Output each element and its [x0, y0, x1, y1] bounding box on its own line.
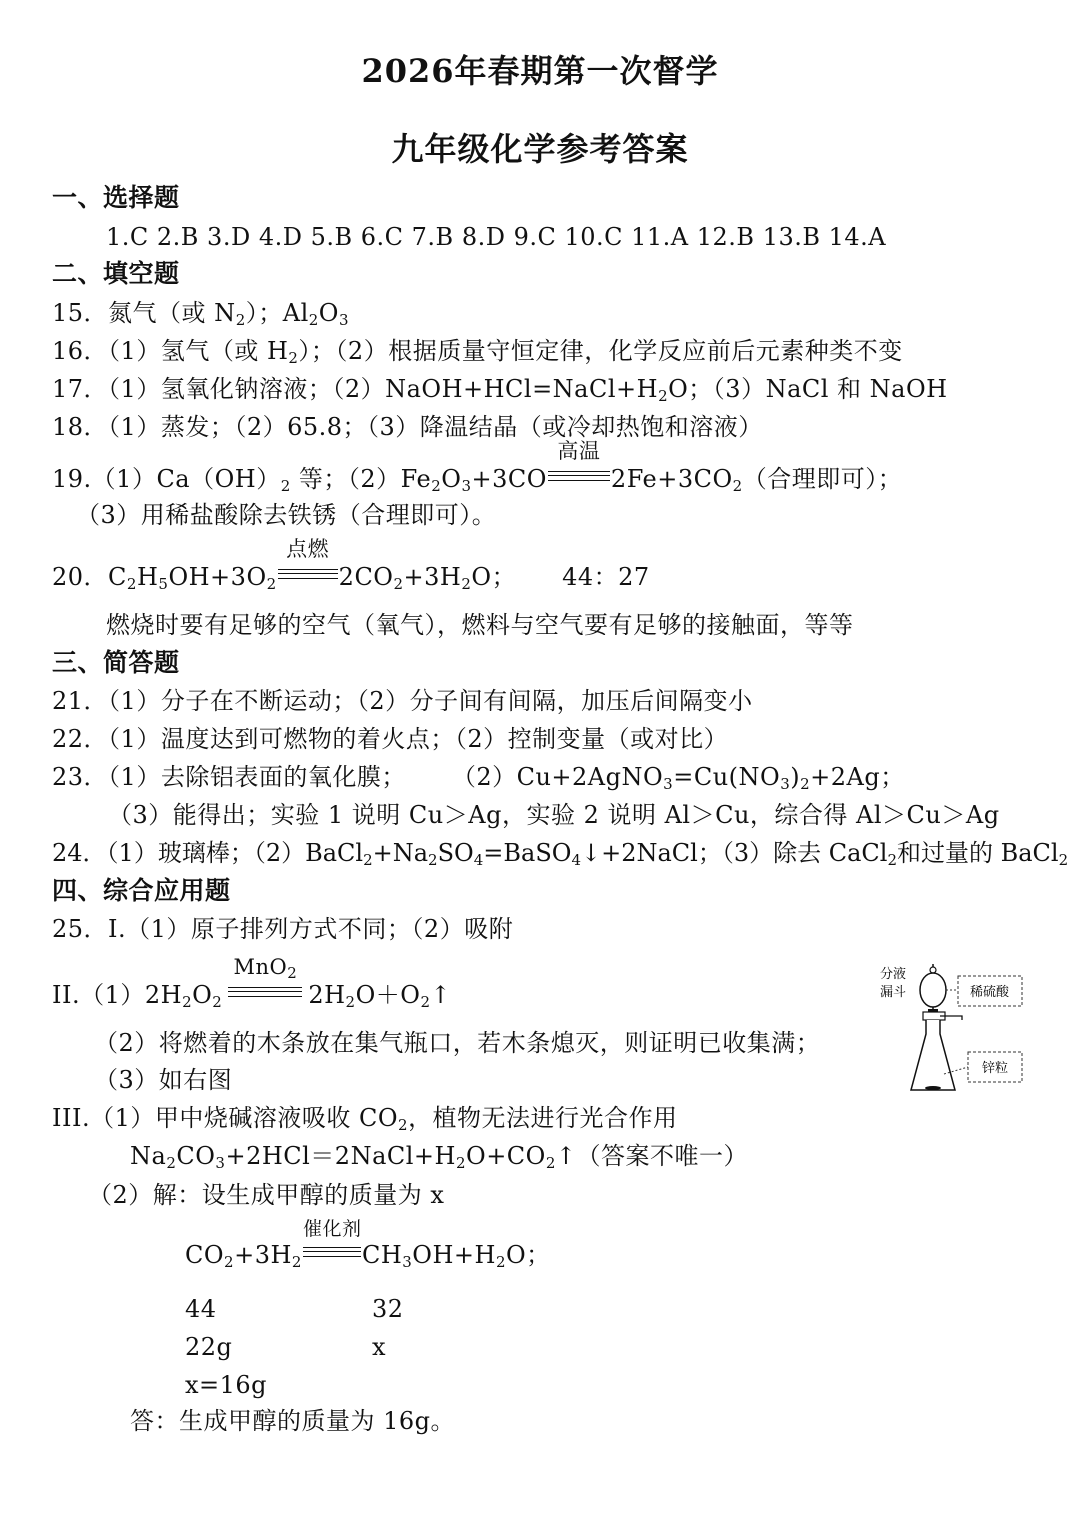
section-heading-fill: 二、填空题 [52, 259, 180, 288]
hydrogen-generator-apparatus-figure [878, 962, 1038, 1102]
reaction-condition-catalyst: MnO$_2$ [228, 980, 302, 1010]
answer-18: 18．（1）蒸发；（2）65.8；（3）降温结晶（或冷却热饱和溶液） [52, 413, 763, 441]
label-dilute-sulfuric-acid: 稀硫酸 [970, 985, 1010, 1000]
answer-22: 22．（1）温度达到可燃物的着火点；（2）控制变量（或对比） [52, 725, 729, 753]
label-funnel-line1: 分液 [880, 967, 907, 982]
label-funnel-line2: 漏斗 [880, 985, 907, 1000]
calc-row2-col1: 22g [185, 1333, 233, 1361]
answer-25-part3-2: （2）解：设生成甲醇的质量为 x [88, 1181, 445, 1209]
answer-25-part1: 25．I.（1）原子排列方式不同；（2）吸附 [52, 915, 514, 943]
answer-25-part3-1: III.（1）甲中烧碱溶液吸收 $CO_2$，植物无法进行光合作用 [52, 1104, 678, 1134]
calc-result: x=16g [185, 1371, 268, 1399]
section-heading-short: 三、简答题 [52, 648, 180, 677]
answer-21: 21．（1）分子在不断运动；（2）分子间有间隔，加压后间隔变小 [52, 687, 753, 715]
answer-23-part3: （3）能得出；实验 1 说明 Cu＞Ag，实验 2 说明 Al＞Cu，综合得 Al＞Cu＞Ag [108, 801, 1000, 829]
calc-answer: 答：生成甲醇的质量为 16g。 [130, 1407, 456, 1435]
calc-row1-col2: 32 [372, 1295, 404, 1323]
answer-24: 24．（1）玻璃棒；$(2)BaCl_2+Na_2SO_4=BaSO_4↓+2NaCl$；（3）除去 CaCl$_2$和过量的 BaCl$_2$ [52, 839, 1069, 869]
conical-flask-icon [911, 1020, 955, 1090]
answer-25-part3-equation: $Na_2CO_3+2HCl=2NaCl+H_2O+CO_2↑$（答案不唯一） [130, 1142, 748, 1172]
reaction-condition-ignite: 点燃 [278, 562, 338, 592]
document-title: 2026年春期第一次督学 [361, 52, 719, 90]
reaction-condition-catalyst-agent: 催化剂 [303, 1240, 361, 1270]
answer-15: 15．氮气（或 $N_2$）；$Al_2O_3$ [52, 299, 350, 329]
calc-equation: $CO_2+3H_2$ 催化剂 $CH_3OH+H_2O$； [185, 1218, 551, 1271]
answer-choice: 1.C 2.B 3.D 4.D 5.B 6.C 7.B 8.D 9.C 10.C 11.A 12.B 13.B 14.A [106, 223, 887, 251]
section-heading-choice: 一、选择题 [52, 183, 180, 212]
answer-25-part2-3: （3）如右图 [94, 1066, 233, 1094]
mass-ratio: 44：27 [562, 563, 650, 591]
reaction-condition-high-temp: 高温 [548, 464, 610, 494]
label-zinc-granules: 锌粒 [982, 1061, 1009, 1076]
document-subtitle: 九年级化学参考答案 [391, 130, 689, 168]
answer-19-part3: （3）用稀盐酸除去铁锈（合理即可）。 [76, 501, 497, 529]
answer-17: 17．（1）氢氧化钠溶液；$(2)NaOH+HCl=NaCl+H_2O$；（3）NaCl 和 NaOH [52, 375, 948, 405]
answer-20-line2: 燃烧时要有足够的空气（氧气），燃料与空气要有足够的接触面，等等 [106, 611, 854, 639]
answer-19: $19.(1)Ca(OH)_2$ 等；$(2)Fe_2O_3+3CO$ 高温 $2Fe+3CO_2$（合理即可）； [52, 439, 903, 495]
answer-25-part2-2: （2）将燃着的木条放在集气瓶口，若木条熄灭，则证明已收集满； [94, 1029, 821, 1057]
answer-23: 23．（1）去除铝表面的氧化膜； $(2)Cu+2AgNO_3=Cu(NO_3)_2+2Ag$； [52, 763, 905, 793]
calc-row1-col1: 44 [185, 1295, 217, 1323]
answer-16: 16．（1）氢气（或 $H_2$）；（2）根据质量守恒定律，化学反应前后元素种类不变 [52, 337, 903, 367]
answer-25-part2-equation: $II.(1)2H_2O_2$ MnO$_2$ $2H_2O+O_2↑$ [52, 955, 452, 1011]
calc-row2-col2: x [372, 1333, 387, 1361]
section-heading-comprehensive: 四、综合应用题 [52, 876, 231, 905]
answer-20: 20．$C_2H_5OH+3O_2$ 点燃 $2CO_2+3H_2O$； 44：27 [52, 537, 650, 593]
